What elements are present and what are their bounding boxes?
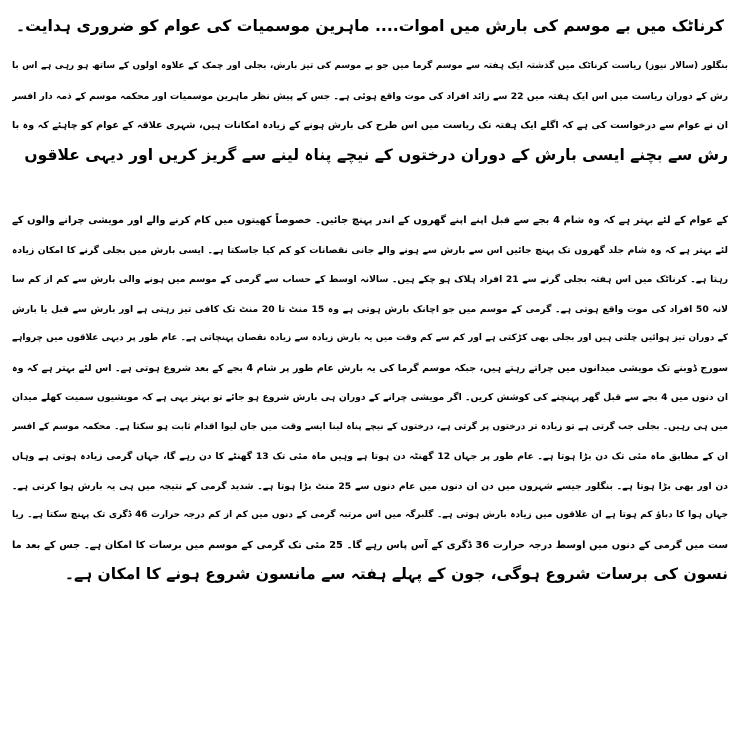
body-line: جہاں ہوا کا دباؤ کم ہوتا ہے ان علاقوں میں زیادہ بارش ہوتی ہے۔ گلبرگہ میں اس مرتبہ گرمی کے دنوں میں کم از کم درجہ حرارت 46 ڈگری تک پہنچ سکتا ہے۔ ریا [12,510,728,520]
intro-line: رش سے بچنے ایسی بارش کے دوران درختوں کے نیچے پناہ لینے سے گریز کریں اور دیہی علاقوں [24,145,728,164]
body-line: ان دنوں میں 4 بجے سے قبل گھر پہنچنے کی کوشش کریں۔ اگر مویشی چرانے کے دوران ہی بارش شروع ہو جائے تو بہتر یہی ہے کہ مویشیوں سمیت کھلے میدان [12,392,728,403]
body-line: لئے بہتر ہے کہ وہ شام جلد گھروں تک پہنچ جائیں اس سے بارش سے ہونے والے جانی نقصانات کو کم کیا جاسکتا ہے۔ ایسی بارش میں بجلی گرنے کا امکان زیادہ [12,244,728,256]
column-break [12,170,728,206]
intro-line: ان نے عوام سے درخواست کی ہے کہ اگلے ایک ہفتہ تک ریاست میں اس طرح کی بارش ہونے کے زیادہ امکانات ہیں، شہری علاقہ کے عوام کو چاہئے کہ وہ با [12,120,728,131]
body-line: میں ہی رہیں۔ بجلی جب گرتی ہے تو زیادہ تر درختوں پر گرتی ہے، درختوں کے نیچے پناہ لینا ایسے وقت میں جان لیوا اقدام ثابت ہو سکتا ہے۔ محکمہ موسم کے افسر [12,421,728,432]
body-line: ان کے مطابق ماہ مئی تک دن بڑا ہوتا ہے۔ عام طور پر جہاں 12 گھنٹہ دن ہوتا ہے وہیں ماہ مئی تک 13 گھنٹے کا دن رہے گا، جہاں گرمی زیادہ ہوتی ہے وہاں [12,451,728,462]
intro-line: رش کے دوران ریاست میں اس ایک ہفتہ میں 22 سے زائد افراد کی موت واقع ہوئی ہے۔ جس کے پیش نظر ماہرین موسمیات اور محکمہ موسم کے ذمہ دار افسر [12,90,728,102]
body-line: ست میں گرمی کے دنوں میں اوسط درجہ حرارت 36 ڈگری کے آس پاس رہے گا۔ 25 مئی تک گرمی کے موسم میں برسات کا امکان ہے۔ جس کے بعد ما [12,539,728,551]
body-line: رہتا ہے۔ کرناٹک میں اس ہفتہ بجلی گرنے سے 21 افراد ہلاک ہو چکے ہیں۔ سالانہ اوسط کے حساب سے گرمی کے موسم میں ہونے والی بارش سے کم از کم سا [12,274,728,285]
body-paragraph [12,206,728,590]
body-line: کے عوام کے لئے بہتر ہے کہ وہ شام 4 بجے سے قبل اپنے اپنے گھروں کے اندر پہنچ جائیں۔ خصوصاً کھیتوں میں کام کرنے والے اور مویشی چرانے والوں کے [12,215,728,226]
body-line: لانہ 50 افراد کی موت واقع ہوتی ہے۔ گرمی کے موسم میں جو اچانک بارش ہوتی ہے وہ 15 منٹ تا 20 منٹ تک کافی تیز رہتی ہے اور بارش سے قبل یا بارش [12,303,728,315]
intro-line: بنگلور (سالار نیوز) ریاست کرناٹک میں گذشتہ ایک ہفتہ سے موسم گرما میں جو بے موسم کی تیز بارش، بجلی اور چمک کے علاوہ اولوں کے ساتھ ہو رہی ہے اس با [12,61,728,71]
article-headline: کرناٹک میں بے موسم کی بارش میں اموات.... ماہرین موسمیات کی عوام کو ضروری ہدایت۔ [16,17,724,35]
body-line: سورج ڈوبنے تک مویشی میدانوں میں چراتے رہتے ہیں، جبکہ موسم گرما کی یہ بارش عام طور پر شام 4 بجے کے بعد شروع ہوتی ہے۔ اس لئے بہتر ہے کہ وہ [12,362,728,374]
intro-paragraph [12,52,728,170]
body-line: کے دوران تیز ہوائیں چلتی ہیں اور بجلی بھی کڑکتی ہے اور کم سے کم وقت میں یہ بارش زیادہ سے زیادہ نقصان پہنچاتی ہے۔ عام طور پر دیہی علاقوں میں چرواہے [12,333,728,343]
body-line: نسون کی برسات شروع ہوگی، جون کے پہلے ہفتہ سے مانسون شروع ہونے کا امکان ہے۔ [64,565,728,583]
body-line: دن اور بھی بڑا ہوتا ہے۔ بنگلور جیسے شہروں میں دن ان دنوں میں عام دنوں سے 25 منٹ بڑا ہوتا ہے۔ شدید گرمی کے نتیجہ میں ہی یہ بارش ہوا کرتی ہے۔ [12,480,728,492]
